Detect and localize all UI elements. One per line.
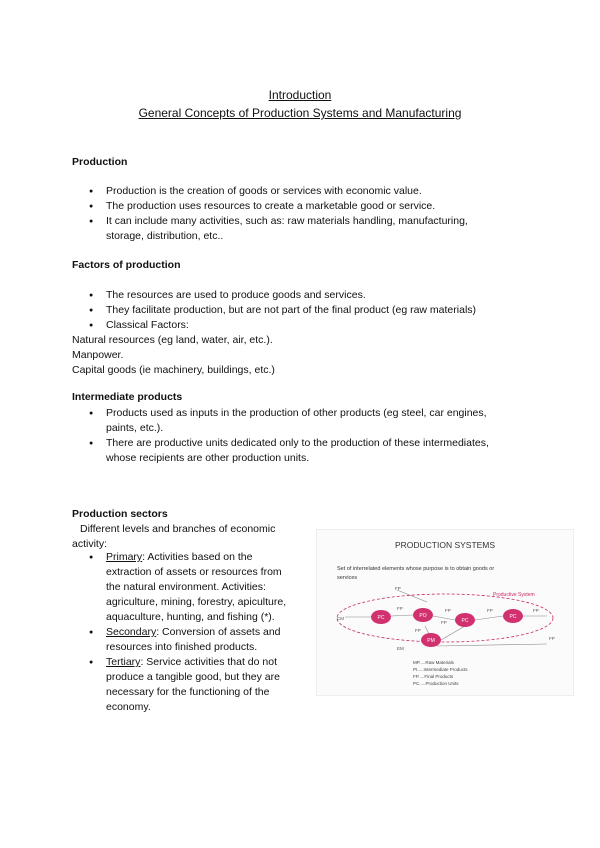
list-item: ● Production is the creation of goods or services with economic value.: [72, 184, 532, 199]
node-label: PC: [461, 618, 469, 624]
node-label: PC: [509, 614, 517, 620]
factor-capital-goods: Capital goods (ie machinery, buildings, etc.): [72, 364, 275, 376]
sector-tertiary: [72, 655, 312, 715]
diagram-title: PRODUCTION SYSTEMS: [394, 540, 496, 550]
primary-text: extraction of assets or resources from: [106, 566, 282, 578]
tertiary-text: economy.: [106, 701, 151, 713]
factor-natural-resources: Natural resources (eg land, water, air, etc.).: [72, 334, 273, 346]
list-item: ● The resources are used to produce goods and services.: [72, 288, 542, 303]
legend: [413, 660, 468, 686]
tertiary-text: produce a tangible good, but they are: [106, 671, 280, 683]
intermediate-list: [72, 406, 542, 466]
factor-manpower: Manpower.: [72, 349, 124, 361]
production-list: [72, 184, 532, 244]
flow-line: [475, 616, 503, 620]
legend-entry: PI.....Intermediate Products: [413, 667, 468, 672]
node-label: PM: [427, 638, 435, 644]
primary-text: aquaculture, hunting, and fishing (*).: [106, 611, 275, 623]
list-item: ● The production uses resources to create a marketable good or service.: [72, 199, 532, 214]
sector-secondary: [72, 625, 312, 655]
legend-entry: MP.....Raw Materials: [413, 660, 454, 665]
flow-label: FP: [397, 606, 403, 611]
flow-label: FP: [445, 608, 451, 613]
flow-label: FP: [441, 620, 447, 625]
list-item-continuation: paints, etc.).: [106, 422, 164, 434]
legend-entry: FP.....Final Products: [413, 674, 454, 679]
sector-primary: [72, 550, 312, 625]
list-item: ● They facilitate production, but are not part of the final product (eg raw materials): [72, 303, 542, 318]
production-heading: Production: [72, 156, 128, 168]
sectors-intro: Different levels and branches of economic: [80, 523, 276, 535]
sectors-intro-cont: activity:: [72, 538, 108, 550]
legend-entry: PC.....Production Units: [413, 681, 459, 686]
list-item-continuation: whose recipients are other production units.: [106, 452, 310, 464]
factors-heading: Factors of production: [72, 259, 181, 271]
node-label: PC: [377, 615, 385, 621]
node-label: PO: [419, 613, 427, 619]
list-item-continuation: storage, distribution, etc..: [106, 230, 224, 242]
input-label: CM: [337, 616, 344, 621]
factors-list: [72, 288, 542, 333]
list-item: ● There are productive units dedicated only to the production of these intermediates,: [72, 436, 542, 451]
flow-label: FP: [415, 628, 421, 633]
primary-label: Primary: [106, 551, 143, 563]
tertiary-text: necessary for the functioning of the: [106, 686, 270, 698]
flow-line: [437, 644, 547, 646]
page-title: Introduction: [268, 88, 332, 102]
list-item: ● It can include many activities, such as: raw materials handling, manufacturing,: [72, 214, 532, 229]
primary-text: agriculture, mining, forestry, apiculture,: [106, 596, 287, 608]
flow-label: FP: [395, 586, 401, 591]
flow-label: FP: [487, 608, 493, 613]
flow-label: FP: [533, 608, 539, 613]
tertiary-label: Tertiary: [106, 656, 141, 668]
secondary-label: Secondary: [106, 626, 157, 638]
diagram-subtitle-cont: services: [337, 575, 358, 581]
diagram-svg: [317, 530, 573, 695]
region-label: Productive System: [493, 592, 535, 598]
nodes: [371, 608, 523, 647]
sectors-heading: Production sectors: [72, 508, 168, 520]
flow-line: [397, 590, 427, 602]
intermediate-heading: Intermediate products: [72, 391, 183, 403]
tertiary-text: : Service activities that do not: [140, 656, 278, 668]
secondary-text: resources into finished products.: [106, 641, 258, 653]
list-item: ● Products used as inputs in the production of other products (eg steel, car engines,: [72, 406, 542, 421]
flow-line: [425, 626, 429, 634]
flow-label: FP: [549, 636, 555, 641]
diagram-subtitle: Set of interrelated elements whose purpose is to obtain goods or: [337, 566, 495, 572]
production-systems-diagram: [316, 529, 574, 696]
output-label: EM: [397, 646, 404, 651]
list-item: ● Classical Factors:: [72, 318, 542, 333]
primary-text: : Activities based on the: [142, 551, 253, 563]
page-subtitle: General Concepts of Production Systems and Manufacturing: [138, 106, 462, 120]
primary-text: the natural environment. Activities:: [106, 581, 266, 593]
flow-line: [391, 615, 413, 616]
flow-line: [441, 626, 465, 640]
secondary-text: : Conversion of assets and: [156, 626, 281, 638]
sectors-list: [72, 550, 312, 715]
